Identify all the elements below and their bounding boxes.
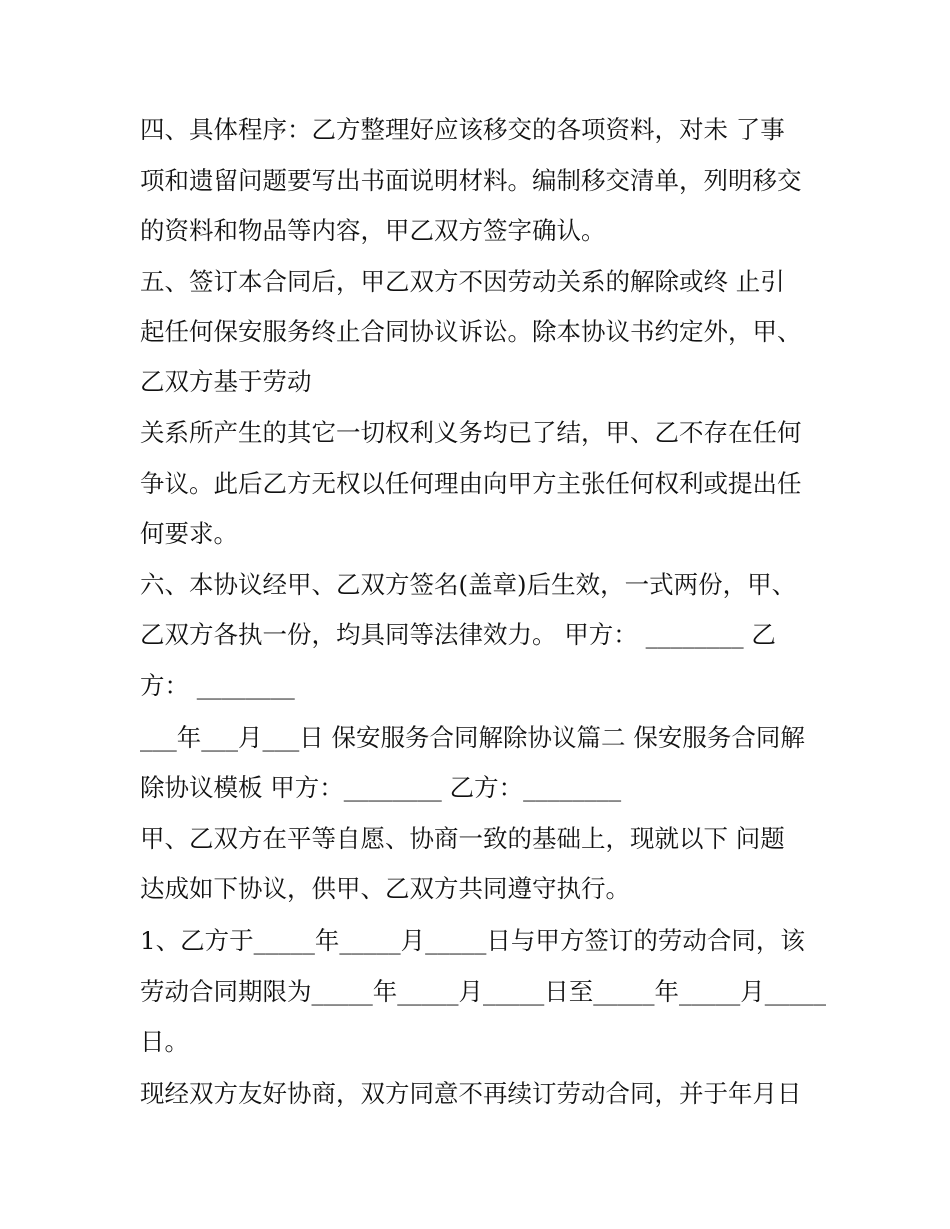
text-line-14: 除协议模板 甲方：________ 乙方：________ [140, 773, 622, 802]
text-line-7: 关系所产生的其它一切权利义务均已了结，甲、乙不存在任何 [140, 418, 802, 447]
text-line-17: 1、乙方于_____年_____月_____日与甲方签订的劳动合同，该 [140, 926, 805, 955]
text-line-8: 争议。此后乙方无权以任何理由向甲方主张任何权利或提出任 [140, 469, 802, 498]
text-line-15: 甲、乙双方在平等自愿、协商一致的基础上，现就以下 问题 [140, 824, 785, 853]
text-line-1: 四、具体程序：乙方整理好应该移交的各项资料，对未 了事 [140, 115, 785, 144]
text-line-9: 何要求。 [140, 519, 238, 548]
text-line-10: 六、本协议经甲、乙双方签名(盖章)后生效，一式两份，甲、 [140, 570, 797, 599]
text-line-18: 劳动合同期限为_____年_____月_____日至_____年_____月_____ [140, 977, 826, 1006]
text-line-19: 日。 [140, 1027, 189, 1056]
text-line-12: 方： ________ [140, 671, 295, 700]
text-line-5: 起任何保安服务终止合同协议诉讼。除本协议书约定外，甲、 [140, 317, 802, 346]
text-line-4: 五、签订本合同后，甲乙双方不因劳动关系的解除或终 止引 [140, 267, 785, 296]
text-line-20: 现经双方友好协商，双方同意不再续订劳动合同，并于年月日 [140, 1079, 802, 1108]
text-line-16: 达成如下协议，供甲、乙双方共同遵守执行。 [140, 874, 630, 903]
text-line-13: ___年___月___日 保安服务合同解除协议篇二 保安服务合同解 [140, 723, 805, 752]
text-line-6: 乙双方基于劳动 [140, 367, 312, 396]
text-line-3: 的资料和物品等内容，甲乙双方签字确认。 [140, 216, 606, 245]
text-line-2: 项和遗留问题要写出书面说明材料。编制移交清单，列明移交 [140, 166, 802, 195]
text-line-11: 乙双方各执一份，均具同等法律效力。 甲方： ________ 乙 [140, 620, 776, 649]
